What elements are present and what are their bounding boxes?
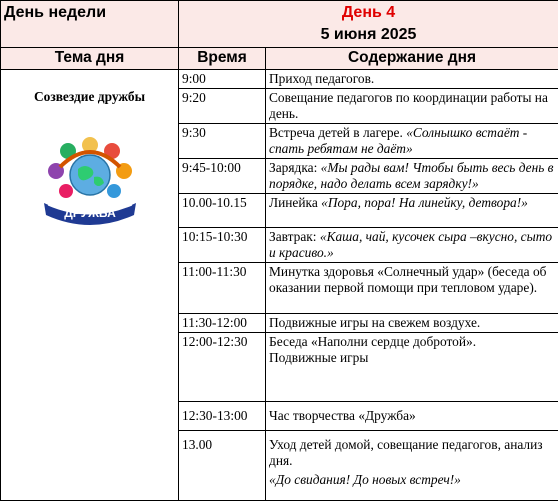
- theme-title: Созвездие дружбы: [33, 89, 146, 104]
- content-text: Завтрак:: [269, 229, 320, 244]
- content-cell: Приход педагогов.: [266, 70, 558, 89]
- content-cell: [266, 333, 558, 402]
- time-cell: 10:15-10:30: [179, 228, 266, 263]
- content-cell: Час творчества «Дружба»: [266, 402, 558, 431]
- day-number: День 4: [341, 4, 396, 21]
- day-header: [179, 1, 558, 48]
- content-quote: «Пора, пора! На линейку, детвора!»: [321, 195, 528, 210]
- time-cell: 9:20: [179, 89, 266, 124]
- content-cell: [266, 124, 558, 159]
- content-text: Встреча детей в лагере.: [269, 125, 407, 140]
- globe-children-icon: [30, 117, 150, 227]
- content-text: Линейка: [269, 195, 322, 210]
- logo-text: ДРУЖБА: [63, 206, 116, 220]
- content-text: Уход детей домой, совещание педагогов, анализ дня.: [269, 437, 543, 468]
- content-cell: [266, 431, 558, 501]
- time-cell: 12:30-13:00: [179, 402, 266, 431]
- theme-cell: [1, 70, 179, 501]
- time-cell: 9:45-10:00: [179, 159, 266, 194]
- column-header-theme: Тема дня: [1, 48, 179, 70]
- content-text: Подвижные игры: [269, 350, 369, 365]
- content-quote: «Солнышко встаёт - спать ребятам не даёт»: [269, 125, 528, 156]
- time-cell: 9:30: [179, 124, 266, 159]
- content-text: Беседа «Наполни сердце добротой».: [269, 334, 477, 349]
- content-quote-wrap: [269, 472, 555, 488]
- content-cell: Подвижные игры на свежем воздухе.: [266, 314, 558, 333]
- column-header-time: Время: [179, 48, 266, 70]
- time-cell: 9:00: [179, 70, 266, 89]
- weekday-header: День недели: [1, 1, 179, 48]
- time-cell: 13.00: [179, 431, 266, 501]
- time-cell: 10.00-10.15: [179, 194, 266, 228]
- content-quote: «Каша, чай, кусочек сыра –вкусно, сыто и красиво.»: [269, 229, 553, 260]
- column-header-content: Содержание дня: [266, 48, 558, 70]
- content-cell: [266, 194, 558, 228]
- content-cell: Совещание педагогов по координации работы на день.: [266, 89, 558, 124]
- content-text: Зарядка:: [269, 160, 321, 175]
- content-cell: [266, 159, 558, 194]
- content-quote: «До свидания! До новых встреч!»: [269, 472, 461, 487]
- time-cell: 11:00-11:30: [179, 263, 266, 314]
- content-cell: Минутка здоровья «Солнечный удар» (беседа об оказании первой помощи при тепловом ударе).: [266, 263, 558, 314]
- content-cell: [266, 228, 558, 263]
- day-date: 5 июня 2025: [320, 26, 417, 43]
- time-cell: 11:30-12:00: [179, 314, 266, 333]
- content-quote: «Мы рады вам! Чтобы быть весь день в порядке, надо делать всем зарядку!»: [269, 160, 554, 191]
- friendship-logo: [30, 117, 150, 227]
- time-cell: 12:00-12:30: [179, 333, 266, 402]
- table-row: [1, 70, 558, 89]
